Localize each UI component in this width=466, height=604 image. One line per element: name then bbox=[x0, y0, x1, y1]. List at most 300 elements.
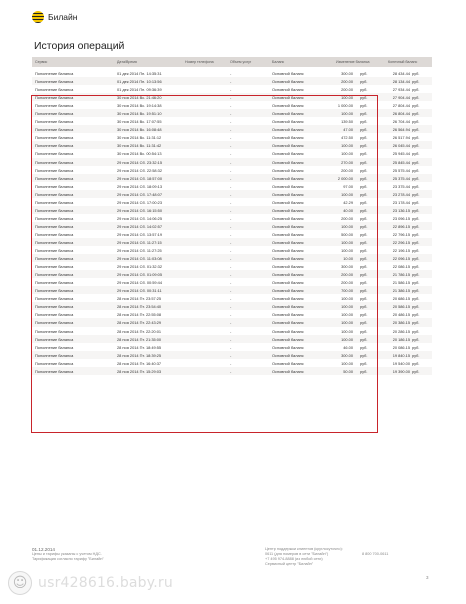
row-service: Пополнение баланса bbox=[35, 352, 74, 358]
row-service: Пополнение баланса bbox=[35, 256, 74, 262]
row-volume: - bbox=[230, 352, 232, 358]
row-end-balance: 23 096.15 bbox=[392, 215, 410, 221]
row-currency: руб. bbox=[360, 119, 368, 125]
row-balance: Основной баланс bbox=[272, 231, 304, 237]
row-amount: 1 000.00 bbox=[337, 103, 353, 109]
row-currency: руб. bbox=[360, 328, 368, 334]
row-end-currency: руб. bbox=[412, 87, 420, 93]
row-currency: руб. bbox=[360, 95, 368, 101]
row-service: Пополнение баланса bbox=[35, 288, 74, 294]
row-end-balance: 22 196.15 bbox=[392, 248, 410, 254]
row-end-currency: руб. bbox=[412, 103, 420, 109]
row-currency: руб. bbox=[360, 256, 368, 262]
row-balance: Основной баланс bbox=[272, 223, 304, 229]
row-datetime: 30 ноя 2014 Вс. 21:46:20 bbox=[117, 95, 162, 101]
row-service: Пополнение баланса bbox=[35, 328, 74, 334]
row-end-balance: 20 086.15 bbox=[392, 344, 410, 350]
row-volume: - bbox=[230, 328, 232, 334]
row-end-currency: руб. bbox=[412, 79, 420, 85]
row-balance: Основной баланс bbox=[272, 71, 304, 76]
beeline-logo bbox=[32, 11, 77, 23]
row-amount: 472.50 bbox=[341, 135, 353, 141]
row-currency: руб. bbox=[360, 143, 368, 149]
row-end-balance: 20 386.15 bbox=[392, 320, 410, 326]
row-currency: руб. bbox=[360, 111, 368, 117]
header-volume: Объем услуг bbox=[230, 60, 252, 64]
row-end-balance: 20 686.15 bbox=[392, 296, 410, 302]
row-service: Пополнение баланса bbox=[35, 296, 74, 302]
row-service: Пополнение баланса bbox=[35, 159, 74, 165]
row-datetime: 29 ноя 2014 Сб. 11:27:25 bbox=[117, 248, 162, 254]
row-balance: Основной баланс bbox=[272, 312, 304, 318]
highlight-frame bbox=[31, 95, 378, 433]
row-end-balance: 21 586.15 bbox=[392, 280, 410, 286]
row-datetime: 29 ноя 2014 Сб. 16:15:50 bbox=[117, 207, 162, 213]
row-volume: - bbox=[230, 207, 232, 213]
row-currency: руб. bbox=[360, 183, 368, 189]
row-amount: 270.00 bbox=[341, 159, 353, 165]
row-amount: 100.00 bbox=[341, 248, 353, 254]
row-end-currency: руб. bbox=[412, 111, 420, 117]
row-volume: - bbox=[230, 344, 232, 350]
row-balance: Основной баланс bbox=[272, 336, 304, 342]
row-end-currency: руб. bbox=[412, 223, 420, 229]
row-datetime: 29 ноя 2014 Сб. 13:57:19 bbox=[117, 231, 162, 237]
row-end-currency: руб. bbox=[412, 312, 420, 318]
row-end-currency: руб. bbox=[412, 320, 420, 326]
row-datetime: 01 дек 2014 Пн. 14:35:31 bbox=[117, 71, 162, 76]
row-service: Пополнение баланса bbox=[35, 207, 74, 213]
row-currency: руб. bbox=[360, 360, 368, 366]
row-service: Пополнение баланса bbox=[35, 103, 74, 109]
row-end-balance: 26 517.94 bbox=[392, 135, 410, 141]
row-service: Пополнение баланса bbox=[35, 151, 74, 157]
row-end-currency: руб. bbox=[412, 151, 420, 157]
row-end-balance: 28 134.44 bbox=[392, 79, 410, 85]
row-currency: руб. bbox=[360, 248, 368, 254]
row-volume: - bbox=[230, 304, 232, 310]
row-end-balance: 25 845.44 bbox=[392, 159, 410, 165]
row-amount: 300.00 bbox=[341, 352, 353, 358]
row-balance: Основной баланс bbox=[272, 328, 304, 334]
row-service: Пополнение баланса bbox=[35, 264, 74, 270]
row-amount: 100.00 bbox=[341, 328, 353, 334]
row-service: Пополнение баланса bbox=[35, 135, 74, 141]
row-volume: - bbox=[230, 360, 232, 366]
row-amount: 100.00 bbox=[341, 191, 353, 197]
row-amount: 139.50 bbox=[341, 119, 353, 125]
row-service: Пополнение баланса bbox=[35, 127, 74, 133]
row-amount: 100.00 bbox=[341, 223, 353, 229]
row-amount: 200.00 bbox=[341, 167, 353, 173]
row-service: Пополнение баланса bbox=[35, 344, 74, 350]
row-balance: Основной баланс bbox=[272, 143, 304, 149]
row-volume: - bbox=[230, 175, 232, 181]
row-end-currency: руб. bbox=[412, 296, 420, 302]
row-end-currency: руб. bbox=[412, 231, 420, 237]
row-end-balance: 22 086.15 bbox=[392, 264, 410, 270]
row-end-currency: руб. bbox=[412, 71, 420, 76]
row-amount: 200.00 bbox=[341, 215, 353, 221]
row-end-balance: 25 575.44 bbox=[392, 167, 410, 173]
row-end-balance: 19 540.00 bbox=[392, 360, 410, 366]
row-datetime: 30 ноя 2014 Вс. 17:07:55 bbox=[117, 119, 162, 125]
row-end-currency: руб. bbox=[412, 119, 420, 125]
row-currency: руб. bbox=[360, 215, 368, 221]
row-volume: - bbox=[230, 280, 232, 286]
row-service: Пополнение баланса bbox=[35, 143, 74, 149]
row-currency: руб. bbox=[360, 312, 368, 318]
row-end-balance: 26 704.44 bbox=[392, 119, 410, 125]
row-end-balance: 25 375.44 bbox=[392, 175, 410, 181]
row-balance: Основной баланс bbox=[272, 256, 304, 262]
row-datetime: 28 ноя 2014 Пт. 22:55:08 bbox=[117, 312, 162, 318]
support-line-3: +7 495 974-8888 (из любой сети) bbox=[265, 557, 323, 561]
row-currency: руб. bbox=[360, 304, 368, 310]
row-balance: Основной баланс bbox=[272, 344, 304, 350]
row-volume: - bbox=[230, 288, 232, 294]
row-end-currency: руб. bbox=[412, 183, 420, 189]
row-amount: 100.00 bbox=[341, 320, 353, 326]
row-currency: руб. bbox=[360, 159, 368, 165]
row-service: Пополнение баланса bbox=[35, 336, 74, 342]
row-datetime: 30 ноя 2014 Вс. 11:31:42 bbox=[117, 143, 162, 149]
row-volume: - bbox=[230, 264, 232, 270]
header-balance: Баланс bbox=[272, 60, 285, 64]
row-datetime: 28 ноя 2014 Пт. 21:35:00 bbox=[117, 336, 162, 342]
row-service: Пополнение баланса bbox=[35, 248, 74, 254]
row-service: Пополнение баланса bbox=[35, 360, 74, 366]
row-volume: - bbox=[230, 256, 232, 262]
row-currency: руб. bbox=[360, 272, 368, 278]
row-currency: руб. bbox=[360, 151, 368, 157]
row-volume: - bbox=[230, 103, 232, 109]
row-amount: 300.00 bbox=[341, 71, 353, 76]
row-currency: руб. bbox=[360, 127, 368, 133]
row-volume: - bbox=[230, 127, 232, 133]
row-end-currency: руб. bbox=[412, 127, 420, 133]
row-currency: руб. bbox=[360, 336, 368, 342]
row-amount: 10.00 bbox=[343, 256, 353, 262]
row-balance: Основной баланс bbox=[272, 360, 304, 366]
row-balance: Основной баланс bbox=[272, 272, 304, 278]
row-volume: - bbox=[230, 336, 232, 342]
row-amount: 200.00 bbox=[341, 87, 353, 93]
row-datetime: 29 ноя 2014 Сб. 22:58:32 bbox=[117, 167, 162, 173]
row-amount: 200.00 bbox=[341, 272, 353, 278]
row-end-balance: 26 564.94 bbox=[392, 127, 410, 133]
row-amount: 100.00 bbox=[341, 151, 353, 157]
row-service: Пополнение баланса bbox=[35, 215, 74, 221]
row-end-currency: руб. bbox=[412, 352, 420, 358]
row-end-balance: 26 045.44 bbox=[392, 143, 410, 149]
row-datetime: 29 ноя 2014 Сб. 17:48:07 bbox=[117, 191, 162, 197]
row-service: Пополнение баланса bbox=[35, 95, 74, 101]
row-service: Пополнение баланса bbox=[35, 87, 74, 93]
row-balance: Основной баланс bbox=[272, 127, 304, 133]
row-balance: Основной баланс bbox=[272, 183, 304, 189]
row-end-currency: руб. bbox=[412, 143, 420, 149]
row-service: Пополнение баланса bbox=[35, 312, 74, 318]
row-amount: 200.00 bbox=[341, 280, 353, 286]
row-volume: - bbox=[230, 223, 232, 229]
footer-note-1: Цены и тарифы указаны с учетом НДС. bbox=[32, 552, 102, 556]
row-balance: Основной баланс bbox=[272, 296, 304, 302]
table-row bbox=[32, 69, 432, 77]
row-volume: - bbox=[230, 87, 232, 93]
row-end-currency: руб. bbox=[412, 95, 420, 101]
row-balance: Основной баланс bbox=[272, 103, 304, 109]
row-datetime: 30 ноя 2014 Вс. 19:51:10 bbox=[117, 111, 162, 117]
support-line-2: 0611 (для номеров в сети "Билайн") bbox=[265, 552, 329, 556]
row-balance: Основной баланс bbox=[272, 159, 304, 165]
row-volume: - bbox=[230, 111, 232, 117]
row-end-currency: руб. bbox=[412, 304, 420, 310]
row-end-currency: руб. bbox=[412, 288, 420, 294]
row-volume: - bbox=[230, 191, 232, 197]
row-volume: - bbox=[230, 272, 232, 278]
table-row bbox=[32, 85, 432, 93]
row-currency: руб. bbox=[360, 79, 368, 85]
row-service: Пополнение баланса bbox=[35, 183, 74, 189]
row-end-balance: 22 896.15 bbox=[392, 223, 410, 229]
row-currency: руб. bbox=[360, 135, 368, 141]
row-datetime: 28 ноя 2014 Пт. 23:57:25 bbox=[117, 296, 162, 302]
row-end-currency: руб. bbox=[412, 191, 420, 197]
row-end-balance: 25 945.44 bbox=[392, 151, 410, 157]
row-end-balance: 28 434.44 bbox=[392, 71, 410, 76]
brand-name: Билайн bbox=[48, 12, 78, 22]
row-datetime: 29 ноя 2014 Сб. 14:02:57 bbox=[117, 223, 162, 229]
table-row bbox=[32, 77, 432, 85]
row-datetime: 30 ноя 2014 Вс. 16:08:48 bbox=[117, 127, 162, 133]
row-datetime: 01 дек 2014 Пн. 10:13:56 bbox=[117, 79, 162, 85]
row-volume: - bbox=[230, 151, 232, 157]
row-amount: 100.00 bbox=[341, 312, 353, 318]
row-service: Пополнение баланса bbox=[35, 320, 74, 326]
baby-ru-logo-icon: ☺ bbox=[8, 571, 32, 595]
row-end-balance: 22 096.15 bbox=[392, 256, 410, 262]
row-end-currency: руб. bbox=[412, 368, 420, 374]
row-volume: - bbox=[230, 248, 232, 254]
row-service: Пополнение баланса bbox=[35, 191, 74, 197]
row-end-balance: 23 178.44 bbox=[392, 199, 410, 205]
row-volume: - bbox=[230, 239, 232, 245]
row-datetime: 28 ноя 2014 Пт. 22:43:29 bbox=[117, 320, 162, 326]
row-amount: 2 000.00 bbox=[337, 175, 353, 181]
row-balance: Основной баланс bbox=[272, 239, 304, 245]
row-balance: Основной баланс bbox=[272, 280, 304, 286]
row-service: Пополнение баланса bbox=[35, 239, 74, 245]
row-end-balance: 27 934.44 bbox=[392, 87, 410, 93]
page-number: 3 bbox=[426, 575, 429, 580]
row-balance: Основной баланс bbox=[272, 119, 304, 125]
row-datetime: 29 ноя 2014 Сб. 01:09:05 bbox=[117, 272, 162, 278]
row-balance: Основной баланс bbox=[272, 191, 304, 197]
row-currency: руб. bbox=[360, 87, 368, 93]
row-balance: Основной баланс bbox=[272, 248, 304, 254]
row-end-currency: руб. bbox=[412, 264, 420, 270]
row-end-balance: 21 386.15 bbox=[392, 288, 410, 294]
row-end-balance: 22 796.15 bbox=[392, 231, 410, 237]
row-datetime: 29 ноя 2014 Сб. 23:32:15 bbox=[117, 159, 162, 165]
table-header bbox=[32, 57, 432, 67]
row-balance: Основной баланс bbox=[272, 79, 304, 85]
row-datetime: 28 ноя 2014 Пт. 15:29:03 bbox=[117, 368, 162, 374]
header-phone: Номер телефона bbox=[185, 60, 214, 64]
row-volume: - bbox=[230, 135, 232, 141]
row-end-currency: руб. bbox=[412, 199, 420, 205]
row-balance: Основной баланс bbox=[272, 368, 304, 374]
row-currency: руб. bbox=[360, 175, 368, 181]
row-currency: руб. bbox=[360, 199, 368, 205]
row-end-currency: руб. bbox=[412, 344, 420, 350]
row-currency: руб. bbox=[360, 223, 368, 229]
row-service: Пополнение баланса bbox=[35, 304, 74, 310]
row-amount: 100.00 bbox=[341, 296, 353, 302]
row-end-balance: 20 186.15 bbox=[392, 336, 410, 342]
support-phone: 8 800 700-0611 bbox=[362, 552, 389, 556]
row-service: Пополнение баланса bbox=[35, 272, 74, 278]
row-amount: 100.00 bbox=[341, 111, 353, 117]
row-end-currency: руб. bbox=[412, 167, 420, 173]
row-amount: 100.00 bbox=[341, 95, 353, 101]
row-currency: руб. bbox=[360, 320, 368, 326]
row-amount: 300.00 bbox=[341, 264, 353, 270]
row-end-currency: руб. bbox=[412, 239, 420, 245]
footer-left bbox=[32, 547, 104, 562]
row-amount: 100.00 bbox=[341, 304, 353, 310]
row-balance: Основной баланс bbox=[272, 111, 304, 117]
row-datetime: 29 ноя 2014 Сб. 00:59:44 bbox=[117, 280, 162, 286]
row-balance: Основной баланс bbox=[272, 95, 304, 101]
row-balance: Основной баланс bbox=[272, 320, 304, 326]
row-balance: Основной баланс bbox=[272, 167, 304, 173]
row-balance: Основной баланс bbox=[272, 87, 304, 93]
row-service: Пополнение баланса bbox=[35, 79, 74, 85]
row-datetime: 28 ноя 2014 Пт. 18:39:25 bbox=[117, 352, 162, 358]
header-datetime: Дата/Время bbox=[117, 60, 137, 64]
row-end-currency: руб. bbox=[412, 159, 420, 165]
row-end-balance: 23 375.44 bbox=[392, 183, 410, 189]
support-line-4: Сервисный центр "Билайн" bbox=[265, 562, 314, 566]
row-service: Пополнение баланса bbox=[35, 175, 74, 181]
row-end-balance: 23 278.44 bbox=[392, 191, 410, 197]
row-amount: 40.00 bbox=[343, 207, 353, 213]
row-volume: - bbox=[230, 199, 232, 205]
row-end-currency: руб. bbox=[412, 135, 420, 141]
row-volume: - bbox=[230, 215, 232, 221]
footer-note-2: Тарификация согласно тарифу "Билайн" bbox=[32, 557, 104, 561]
row-balance: Основной баланс bbox=[272, 207, 304, 213]
header-change: Изменение баланса bbox=[336, 60, 370, 64]
row-end-currency: руб. bbox=[412, 207, 420, 213]
row-currency: руб. bbox=[360, 103, 368, 109]
row-end-currency: руб. bbox=[412, 280, 420, 286]
row-currency: руб. bbox=[360, 344, 368, 350]
row-currency: руб. bbox=[360, 288, 368, 294]
row-end-currency: руб. bbox=[412, 328, 420, 334]
row-service: Пополнение баланса bbox=[35, 167, 74, 173]
row-datetime: 29 ноя 2014 Сб. 17:00:23 bbox=[117, 199, 162, 205]
row-currency: руб. bbox=[360, 280, 368, 286]
row-currency: руб. bbox=[360, 71, 368, 76]
row-datetime: 29 ноя 2014 Сб. 11:27:15 bbox=[117, 239, 162, 245]
row-service: Пополнение баланса bbox=[35, 71, 74, 76]
footer-date: 01.12.2014 bbox=[32, 547, 55, 552]
row-currency: руб. bbox=[360, 167, 368, 173]
row-currency: руб. bbox=[360, 368, 368, 374]
row-volume: - bbox=[230, 167, 232, 173]
row-currency: руб. bbox=[360, 264, 368, 270]
row-service: Пополнение баланса bbox=[35, 368, 74, 374]
row-amount: 100.00 bbox=[341, 360, 353, 366]
row-amount: 100.00 bbox=[341, 143, 353, 149]
row-end-balance: 19 840.15 bbox=[392, 352, 410, 358]
row-end-balance: 20 586.15 bbox=[392, 304, 410, 310]
row-end-balance: 19 390.00 bbox=[392, 368, 410, 374]
row-datetime: 29 ноя 2014 Сб. 18:57:00 bbox=[117, 175, 162, 181]
row-service: Пополнение баланса bbox=[35, 231, 74, 237]
row-balance: Основной баланс bbox=[272, 264, 304, 270]
row-datetime: 29 ноя 2014 Сб. 11:03:08 bbox=[117, 256, 162, 262]
row-currency: руб. bbox=[360, 231, 368, 237]
row-end-balance: 27 904.44 bbox=[392, 95, 410, 101]
row-end-currency: руб. bbox=[412, 256, 420, 262]
row-end-balance: 26 804.44 bbox=[392, 111, 410, 117]
row-volume: - bbox=[230, 312, 232, 318]
row-currency: руб. bbox=[360, 296, 368, 302]
row-end-balance: 23 136.15 bbox=[392, 207, 410, 213]
header-end-balance: Конечный баланс bbox=[388, 60, 418, 64]
row-volume: - bbox=[230, 143, 232, 149]
row-service: Пополнение баланса bbox=[35, 280, 74, 286]
row-volume: - bbox=[230, 159, 232, 165]
row-amount: 100.00 bbox=[341, 239, 353, 245]
row-end-currency: руб. bbox=[412, 272, 420, 278]
row-amount: 47.00 bbox=[343, 127, 353, 133]
row-datetime: 28 ноя 2014 Пт. 18:49:55 bbox=[117, 344, 162, 350]
row-end-currency: руб. bbox=[412, 175, 420, 181]
row-service: Пополнение баланса bbox=[35, 119, 74, 125]
beeline-logo-icon bbox=[32, 11, 44, 23]
row-volume: - bbox=[230, 183, 232, 189]
row-end-currency: руб. bbox=[412, 215, 420, 221]
row-balance: Основной баланс bbox=[272, 135, 304, 141]
row-amount: 50.00 bbox=[343, 368, 353, 374]
row-volume: - bbox=[230, 95, 232, 101]
row-balance: Основной баланс bbox=[272, 175, 304, 181]
row-amount: 42.29 bbox=[343, 199, 353, 205]
row-volume: - bbox=[230, 79, 232, 85]
row-end-currency: руб. bbox=[412, 360, 420, 366]
row-end-balance: 21 786.15 bbox=[392, 272, 410, 278]
row-datetime: 29 ноя 2014 Сб. 01:32:32 bbox=[117, 264, 162, 270]
row-datetime: 30 ноя 2014 Вс. 00:54:13 bbox=[117, 151, 162, 157]
row-amount: 100.00 bbox=[341, 336, 353, 342]
header-service: Сервис bbox=[35, 60, 48, 64]
row-datetime: 28 ноя 2014 Пт. 23:54:40 bbox=[117, 304, 162, 310]
row-datetime: 30 ноя 2014 Вс. 19:14:38 bbox=[117, 103, 162, 109]
row-currency: руб. bbox=[360, 239, 368, 245]
row-currency: руб. bbox=[360, 207, 368, 213]
row-datetime: 30 ноя 2014 Вс. 11:31:12 bbox=[117, 135, 162, 141]
page-title: История операций bbox=[34, 40, 125, 52]
row-currency: руб. bbox=[360, 191, 368, 197]
row-datetime: 29 ноя 2014 Сб. 14:06:25 bbox=[117, 215, 162, 221]
row-volume: - bbox=[230, 71, 232, 76]
row-amount: 200.00 bbox=[341, 79, 353, 85]
